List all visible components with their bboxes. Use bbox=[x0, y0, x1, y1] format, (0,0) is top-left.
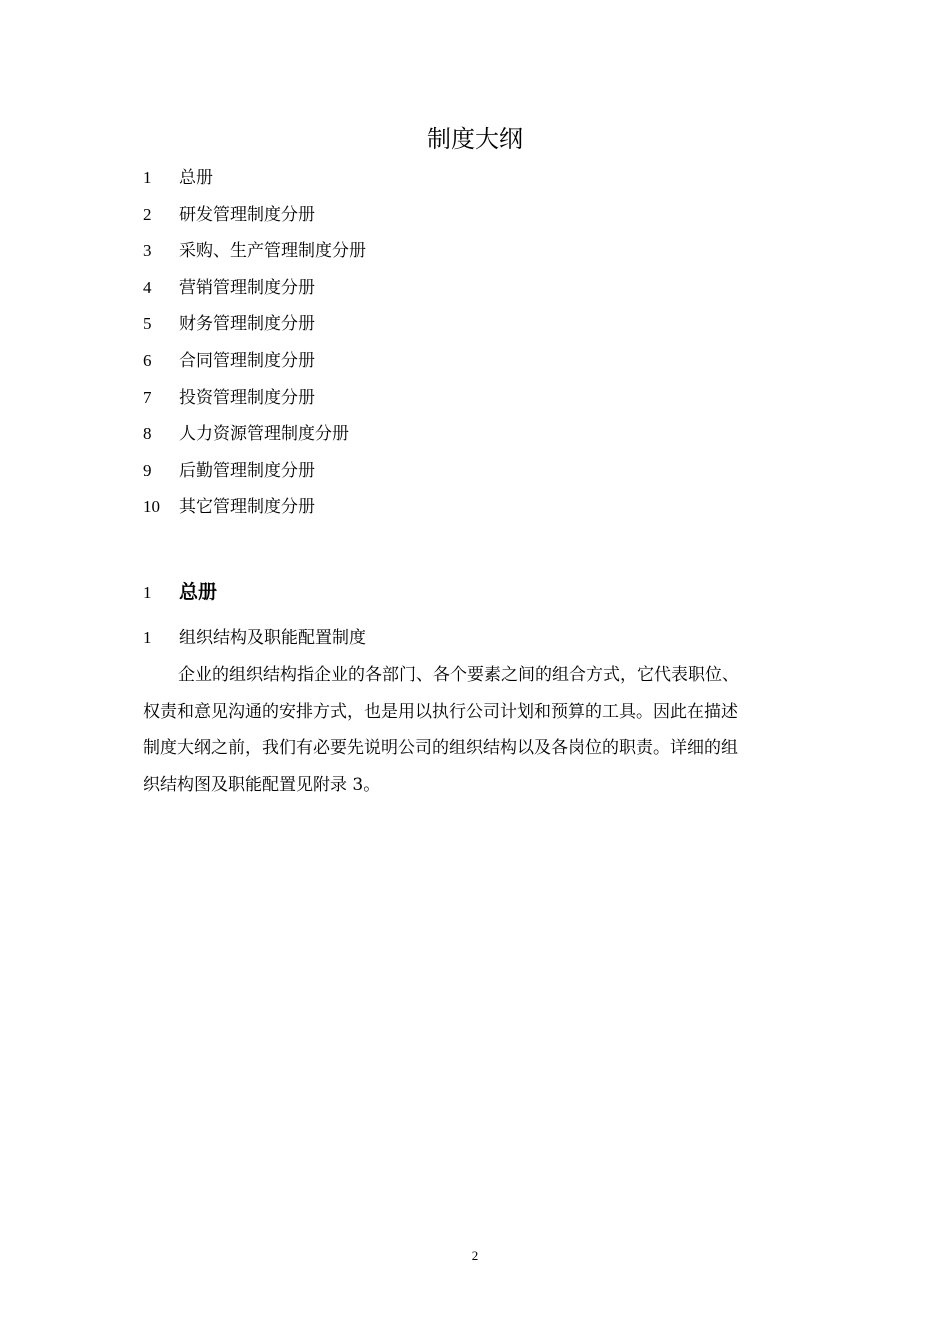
section-heading bbox=[143, 574, 217, 610]
subsection-heading bbox=[143, 620, 366, 656]
toc-item-label: 研发管理制度分册 bbox=[179, 204, 315, 225]
toc-item bbox=[143, 453, 366, 490]
toc-item-number: 1 bbox=[143, 168, 152, 187]
toc-item-number: 5 bbox=[143, 314, 152, 334]
paragraph-line: 企业的组织结构指企业的各部门、各个要素之间的组合方式，它代表职位、 bbox=[178, 665, 739, 685]
toc-item-number: 8 bbox=[143, 424, 152, 444]
paragraph-line: 权责和意见沟通的安排方式，也是用以执行公司计划和预算的工具。因此在描述 bbox=[143, 701, 738, 722]
toc-item-label: 人力资源管理制度分册 bbox=[179, 424, 349, 445]
toc-item-number: 2 bbox=[143, 204, 152, 224]
toc-item bbox=[143, 489, 366, 526]
toc-item-number: 3 bbox=[143, 241, 152, 261]
toc-item-label: 财务管理制度分册 bbox=[179, 314, 315, 335]
toc-item-number: 9 bbox=[143, 460, 152, 480]
toc-item-number: 6 bbox=[143, 350, 152, 370]
toc-item bbox=[143, 306, 366, 343]
toc-item-label: 采购、生产管理制度分册 bbox=[179, 241, 366, 262]
section-number: 1 bbox=[143, 583, 152, 602]
toc-item-number: 10 bbox=[143, 497, 160, 517]
subsection-title: 组织结构及职能配置制度 bbox=[179, 628, 366, 648]
toc-item-label: 总册 bbox=[179, 168, 213, 188]
toc-item bbox=[143, 197, 366, 234]
body-paragraph bbox=[143, 657, 807, 804]
toc-item-number: 7 bbox=[143, 387, 152, 407]
toc-item-label: 投资管理制度分册 bbox=[179, 387, 315, 408]
toc-item bbox=[143, 233, 366, 270]
toc-item-label: 营销管理制度分册 bbox=[179, 277, 315, 298]
toc-item bbox=[143, 380, 366, 417]
toc-item bbox=[143, 343, 366, 380]
toc-item-label: 后勤管理制度分册 bbox=[179, 460, 315, 481]
section-title: 总册 bbox=[179, 581, 218, 603]
table-of-contents bbox=[143, 160, 366, 526]
page-number: 2 bbox=[471, 1248, 479, 1263]
paragraph-line: 织结构图及职能配置见附录 3。 bbox=[143, 775, 381, 796]
toc-item bbox=[143, 270, 366, 307]
toc-item-number: 4 bbox=[143, 277, 152, 297]
toc-item bbox=[143, 416, 366, 453]
subsection-number: 1 bbox=[143, 628, 152, 647]
page-title: 制度大纲 bbox=[427, 125, 523, 153]
toc-item-label: 合同管理制度分册 bbox=[179, 350, 315, 371]
toc-item-label: 其它管理制度分册 bbox=[179, 497, 315, 518]
toc-item bbox=[143, 160, 366, 197]
paragraph-line: 制度大纲之前，我们有必要先说明公司的组织结构以及各岗位的职责。详细的组 bbox=[143, 738, 738, 759]
